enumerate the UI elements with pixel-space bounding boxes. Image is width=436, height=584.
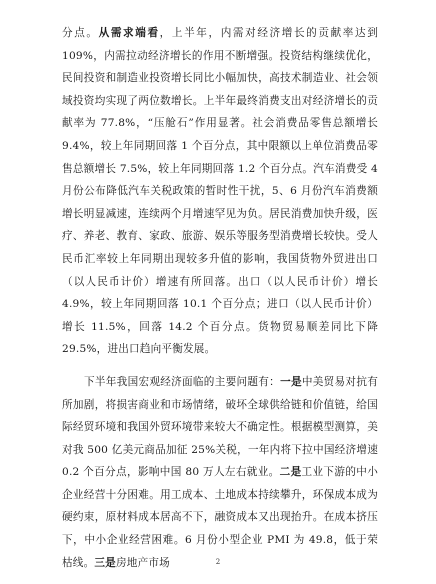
text-run: 下半年我国宏观经济面临的主要问题有： [84, 375, 281, 388]
text-run: ，上半年，内需对经济增长的贡献率达到 109%，内需拉动经济增长的作用不断增强。投资结构继续优化，民间投资和制造业投资增长同比小幅加快，高技术制造业、社会领域投资均实现了两位数增长。上半年最终消费支出对经济增长的贡献率为 77.8%，“压舱石”作用显著。社会消费品零售总额增长 9.4%，较上年同期回落 1 个百分点，其中限额以上单位消费品零售总额增长 7.5%，较上年同期回落 1.2 个百分点。汽车消费受 4 月份公布降低汽车关税政策的暂时性干扰，5、6 月份汽车消费额增长明显减速，连续两个月增速罕见为负。居民消费加快升级，医疗、养老、教育、家政、旅游、娱乐等服务型消费增长较快。受人民币汇率较上年同期出现较多升值的影响，我国货物外贸进出口（以人民币计价）增速有所回落。出口（以人民币计价）增长 4.9%，较上年同期回落 10.1 个百分点；进口（以人民币计价）增长 11.5%，回落 14.2 个百分点。货物贸易顺差同比下降 29.5%，进出口趋向平衡发展。 [62, 27, 378, 356]
text-run: 分点。 [62, 27, 99, 39]
page-number: 2 [215, 558, 221, 566]
bold-lead-demand: 从需求端看 [98, 27, 160, 39]
bold-point-two: 二是 [279, 466, 302, 479]
text-run: 工业下游的中小企业经营十分困难。用工成本、土地成本持续攀升，环保成本成为硬约束，原材料成本居高不下，融资成本又出现抬升。在成本挤压下，中小企业经营困难。6 月份小型企业 PMI 为 49.8，低于荣枯线。 [62, 466, 379, 569]
text-run: 中美贸易对抗有所加剧，将损害商业和市场情绪，破坏全球供给链和价值链，给国际经贸环境和我国外贸环境带来较大不确定性。根据模型测算，美对我 500 亿美元商品加征 25%关税，一年内将下拉中国经济增速 0.2 个百分点，影响中国 80 万人左右就业。 [62, 375, 379, 479]
document-page [62, 22, 378, 584]
paragraph-demand-side [62, 22, 378, 361]
bold-point-one: 一是 [280, 375, 302, 388]
text-run: 房地产市场 [115, 556, 170, 569]
paragraph-main-problems [62, 371, 378, 574]
bold-point-three: 三是 [94, 556, 116, 569]
